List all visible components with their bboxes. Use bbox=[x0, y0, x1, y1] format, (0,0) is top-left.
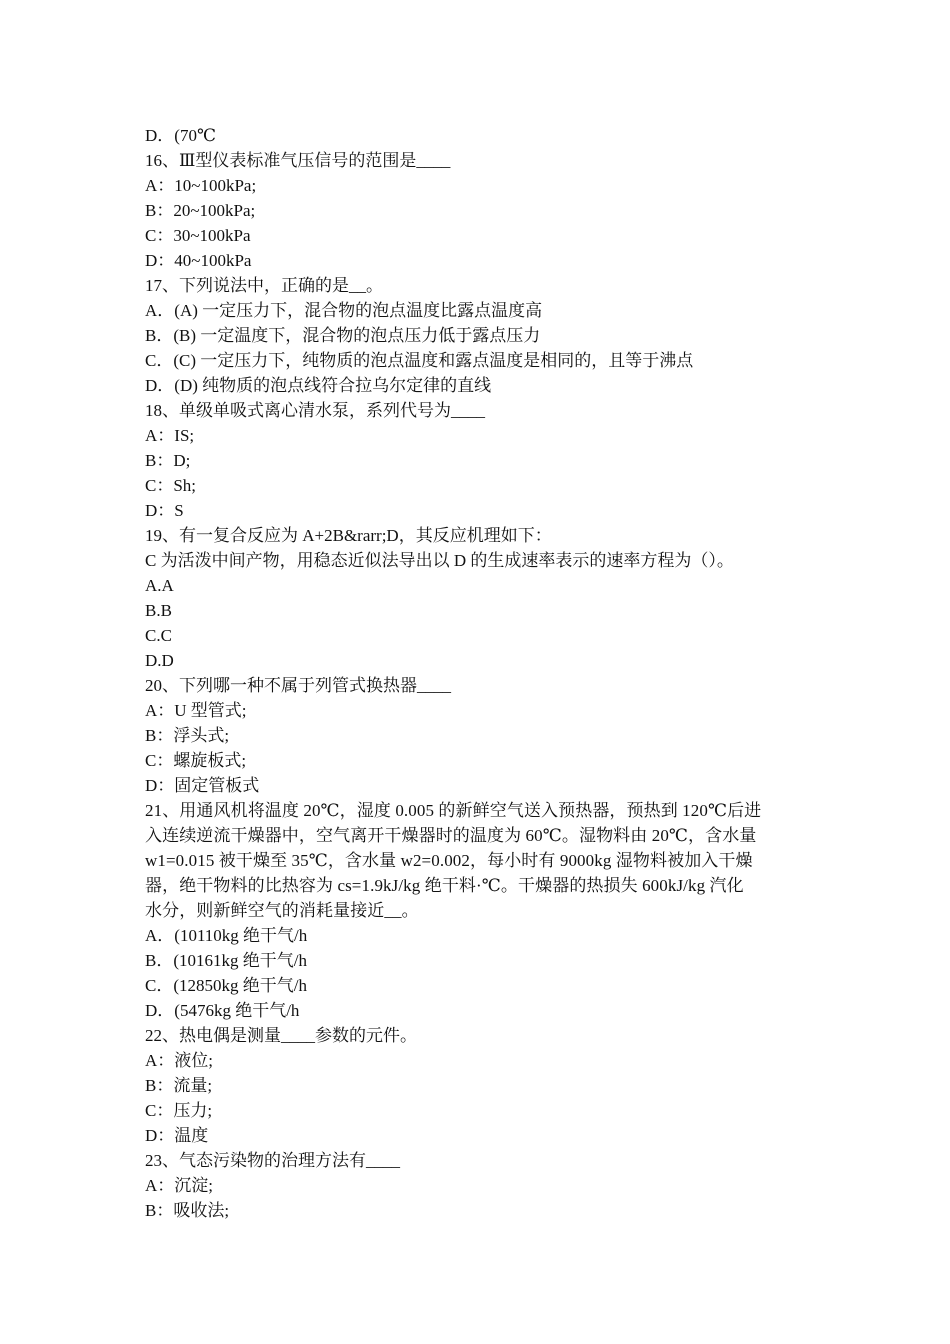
q21-option-c: C．(12850kg 绝干气/h bbox=[145, 976, 307, 995]
q17-option-c: C．(C) 一定压力下，纯物质的泡点温度和露点温度是相同的，且等于沸点 bbox=[145, 351, 694, 370]
q17-question: 17、下列说法中，正确的是__。 bbox=[145, 276, 383, 295]
q22-option-c: C：压力; bbox=[145, 1101, 213, 1120]
q21-question-line: 入连续逆流干燥器中，空气离开干燥器时的温度为 60℃。湿物料由 20℃，含水量 bbox=[145, 826, 757, 845]
q19-option-b: B.B bbox=[145, 601, 172, 620]
q18-question: 18、单级单吸式离心清水泵，系列代号为____ bbox=[145, 401, 485, 420]
q21-question-line: w1=0.015 被干燥至 35℃，含水量 w2=0.002，每小时有 9000kg 湿物料被加入干燥 bbox=[145, 851, 753, 870]
q23-question: 23、气态污染物的治理方法有____ bbox=[145, 1151, 400, 1170]
q17-option-d: D．(D) 纯物质的泡点线符合拉乌尔定律的直线 bbox=[145, 376, 492, 395]
q16-option-b: B：20~100kPa; bbox=[145, 201, 256, 220]
q19-question-continued: C 为活泼中间产物，用稳态近似法导出以 D 的生成速率表示的速率方程为（）。 bbox=[145, 551, 734, 570]
q19-option-c: C.C bbox=[145, 626, 172, 645]
q21-question-line: 21、用通风机将温度 20℃，湿度 0.005 的新鲜空气送入预热器，预热到 120℃后进 bbox=[145, 801, 762, 820]
q21-option-a: A．(10110kg 绝干气/h bbox=[145, 926, 308, 945]
q16-option-d: D：40~100kPa bbox=[145, 251, 252, 270]
q18-option-c: C：Sh; bbox=[145, 476, 197, 495]
q20-option-d: D：固定管板式 bbox=[145, 776, 260, 795]
q16-option-c: C：30~100kPa bbox=[145, 226, 251, 245]
q17-option-a: A．(A) 一定压力下，混合物的泡点温度比露点温度高 bbox=[145, 301, 543, 320]
q22-option-b: B：流量; bbox=[145, 1076, 213, 1095]
q22-question: 22、热电偶是测量____参数的元件。 bbox=[145, 1026, 417, 1045]
q18-option-a: A：IS; bbox=[145, 426, 195, 445]
q23-option-a: A：沉淀; bbox=[145, 1176, 213, 1195]
q18-option-d: D：S bbox=[145, 501, 184, 520]
q19-option-a: A.A bbox=[145, 576, 174, 595]
document-page bbox=[145, 123, 810, 1223]
q21-question-line: 器，绝干物料的比热容为 cs=1.9kJ/kg 绝干料·℃。干燥器的热损失 600kJ/kg 汽化 bbox=[145, 876, 744, 895]
q22-option-a: A：液位; bbox=[145, 1051, 213, 1070]
q18-option-b: B：D; bbox=[145, 451, 191, 470]
q19-question: 19、有一复合反应为 A+2B&rarr;D，其反应机理如下： bbox=[145, 526, 552, 545]
q21-option-b: B．(10161kg 绝干气/h bbox=[145, 951, 307, 970]
q23-option-b: B：吸收法; bbox=[145, 1201, 230, 1220]
q17-option-b: B．(B) 一定温度下，混合物的泡点压力低于露点压力 bbox=[145, 326, 541, 345]
q21-question-line: 水分，则新鲜空气的消耗量接近__。 bbox=[145, 901, 419, 920]
q19-option-d: D.D bbox=[145, 651, 174, 670]
q20-question: 20、下列哪一种不属于列管式换热器____ bbox=[145, 676, 451, 695]
q20-option-a: A：U 型管式; bbox=[145, 701, 247, 720]
q16-option-a: A：10~100kPa; bbox=[145, 176, 257, 195]
q21-option-d: D．(5476kg 绝干气/h bbox=[145, 1001, 300, 1020]
q22-option-d: D：温度 bbox=[145, 1126, 209, 1145]
q20-option-b: B：浮头式; bbox=[145, 726, 230, 745]
q15-option-d: D．(70℃ bbox=[145, 126, 216, 145]
q16-question: 16、Ⅲ型仪表标准气压信号的范围是____ bbox=[145, 151, 451, 170]
q20-option-c: C：螺旋板式; bbox=[145, 751, 247, 770]
q21-question bbox=[145, 798, 810, 923]
